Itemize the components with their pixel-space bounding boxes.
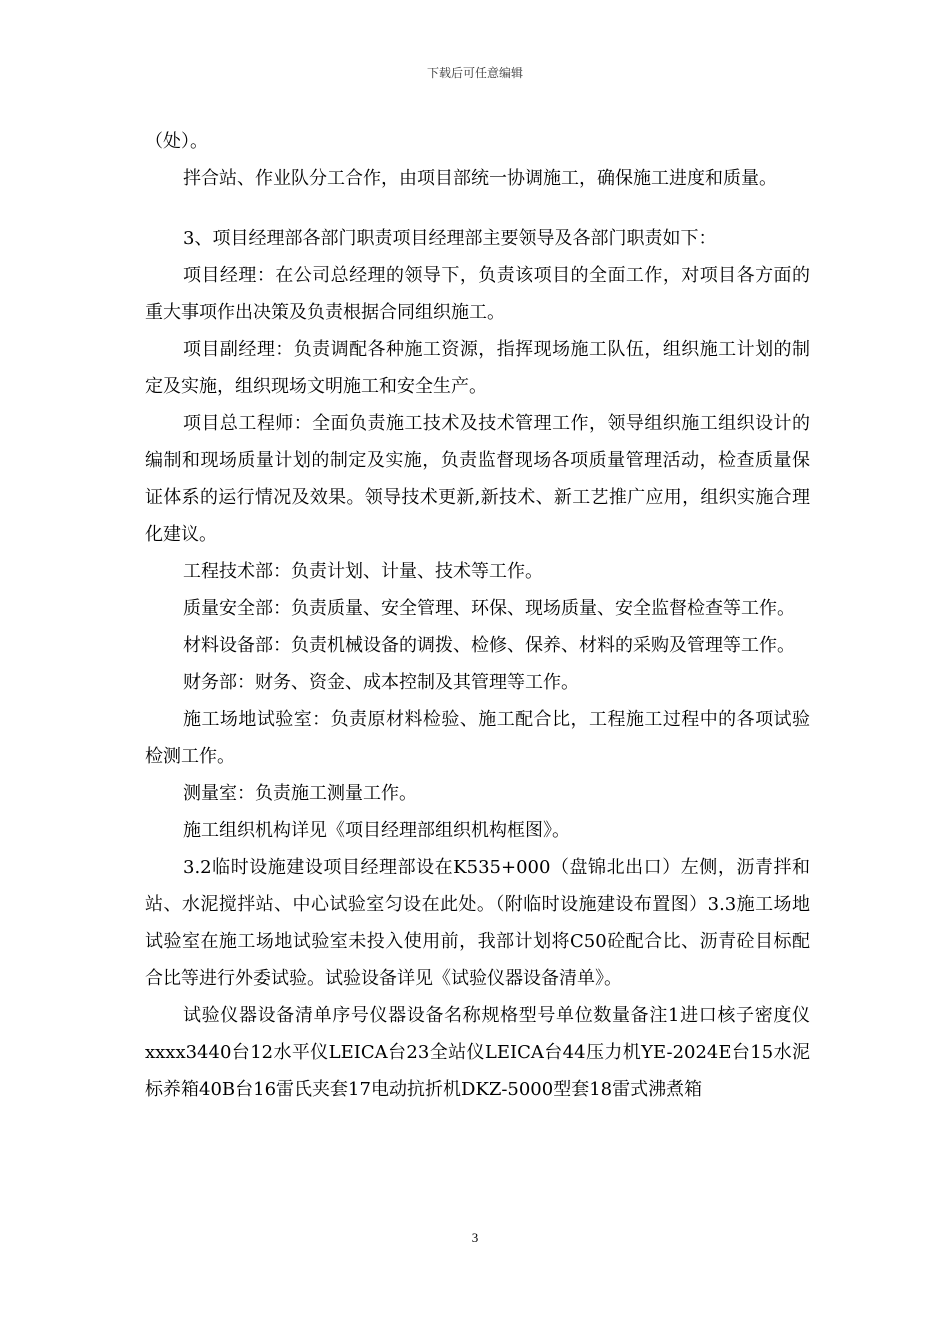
- paragraph-equipment-list: 试验仪器设备清单序号仪器设备名称规格型号单位数量备注1进口核子密度仪xxxx3440台12水平仪LEICA台23全站仪LEICA台44压力机YE-2024E台15水泥标养箱40B台16雷氏夹套17电动抗折机DKZ-5000型套18雷式沸煮箱: [145, 1005, 810, 1100]
- paragraph-org-chart-reference: 施工组织机构详见《项目经理部组织机构框图》。: [183, 820, 570, 841]
- page-header: 下载后可任意编辑: [426, 66, 523, 80]
- paragraph-survey-office: 测量室：负责施工测量工作。: [183, 783, 417, 804]
- paragraph-chief-engineer: 项目总工程师：全面负责施工技术及技术管理工作，领导组织施工组织设计的编制和现场质量计划的制定及实施，负责监督现场各项质量管理活动，检查质量保证体系的运行情况及效果。领导技术更新,新技术、新工艺推广应用，组织实施合理化建议。: [145, 413, 810, 545]
- paragraph-coordination: 拌合站、作业队分工合作，由项目部统一协调施工，确保施工进度和质量。: [183, 168, 777, 189]
- paragraph-finance-dept: 财务部：财务、资金、成本控制及其管理等工作。: [183, 672, 579, 693]
- section-heading-responsibilities: 3、项目经理部各部门职责项目经理部主要领导及各部门职责如下：: [183, 228, 717, 249]
- paragraph-project-manager: 项目经理：在公司总经理的领导下，负责该项目的全面工作，对项目各方面的重大事项作出决策及负责根据合同组织施工。: [145, 265, 810, 323]
- page-number: 3: [471, 1230, 479, 1245]
- paragraph-continuation: （处）。: [145, 131, 208, 152]
- paragraph-engineering-dept: 工程技术部：负责计划、计量、技术等工作。: [183, 561, 543, 582]
- paragraph-quality-safety-dept: 质量安全部：负责质量、安全管理、环保、现场质量、安全监督检查等工作。: [183, 598, 795, 619]
- document-body: [145, 123, 810, 1108]
- paragraph-deputy-manager: 项目副经理：负责调配各种施工资源，指挥现场施工队伍，组织施工计划的制定及实施，组织现场文明施工和安全生产。: [145, 339, 810, 397]
- paragraph-site-laboratory: 施工场地试验室：负责原材料检验、施工配合比，工程施工过程中的各项试验检测工作。: [145, 709, 810, 767]
- paragraph-materials-equipment-dept: 材料设备部：负责机械设备的调拨、检修、保养、材料的采购及管理等工作。: [183, 635, 795, 656]
- paragraph-temporary-facilities: 3.2临时设施建设项目经理部设在K535+000（盘锦北出口）左侧，沥青拌和站、水泥搅拌站、中心试验室匀设在此处。（附临时设施建设布置图）3.3施工场地试验室在施工场地试验室未投入使用前，我部计划将C50砼配合比、沥青砼目标配合比等进行外委试验。试验设备详见《试验仪器设备清单》。: [145, 857, 810, 989]
- paragraph-spacer: [145, 197, 810, 220]
